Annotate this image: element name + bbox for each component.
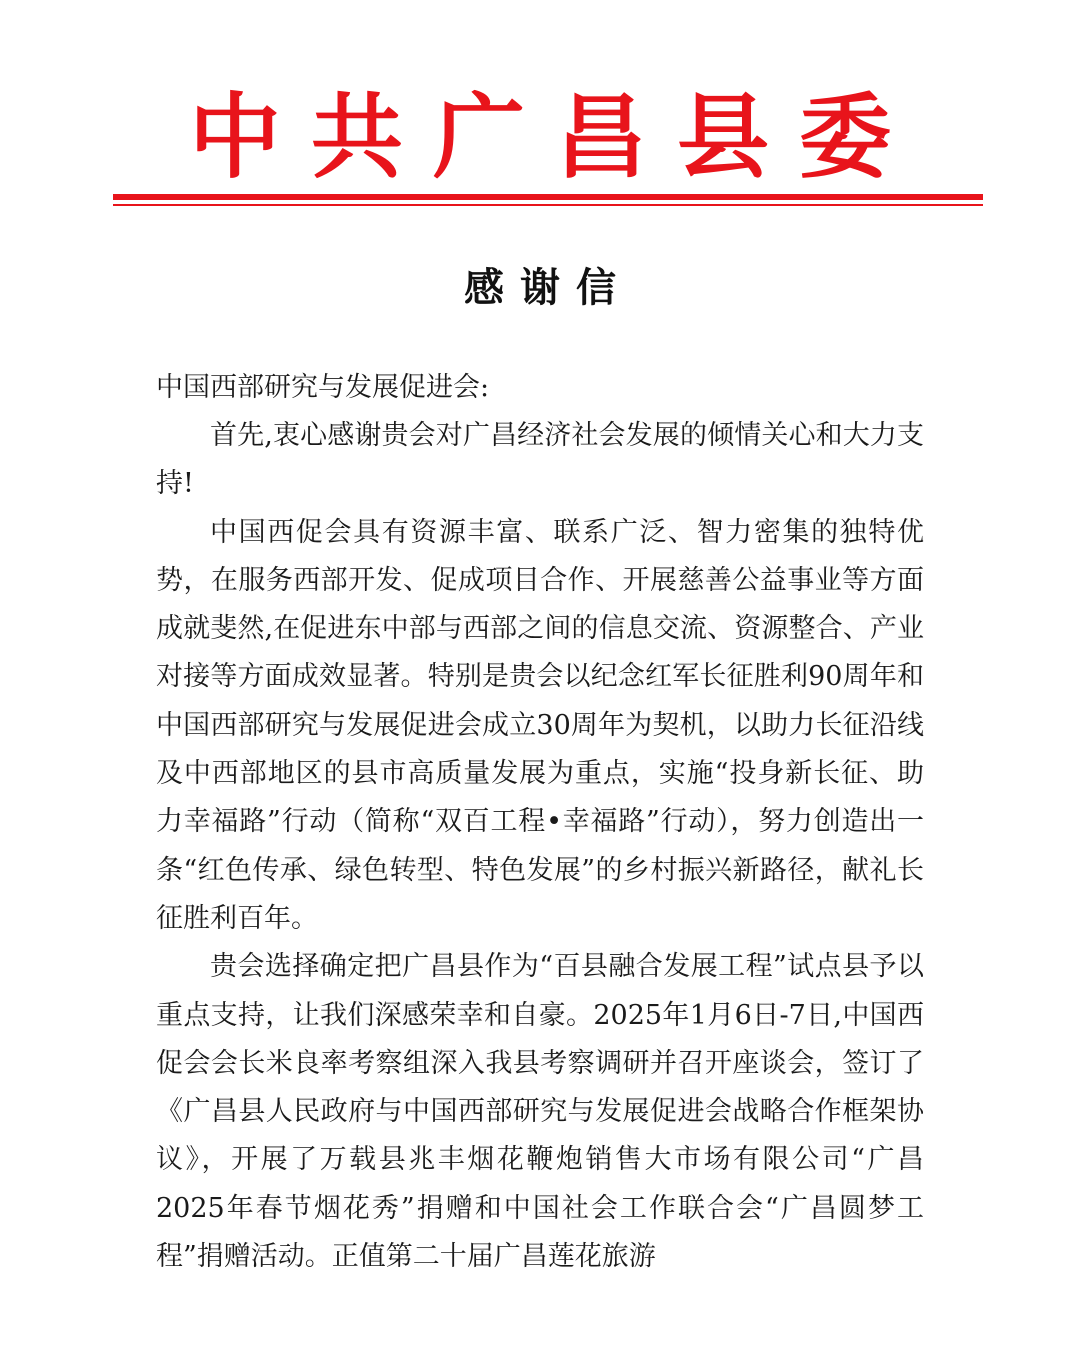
document-title: 感谢信: [464, 265, 632, 311]
letterhead-rule-thick: [113, 194, 983, 200]
letterhead-title: 中共广昌县委: [188, 84, 921, 191]
salutation: 中国西部研究与发展促进会:: [156, 372, 490, 403]
paragraph: 贵会选择确定把广昌县作为“百县融合发展工程”试点县予以重点支持，让我们深感荣幸和自豪。2025年1月6日-7日,中国西促会会长米良率考察组深入我县考察调研并召开座谈会，签订了《广昌县人民政府与中国西部研究与发展促进会战略合作框架协议》，开展了万载县兆丰烟花鞭炮销售大市场有限公司“广昌2025年春节烟花秀”捐赠和中国社会工作联合会“广昌圆梦工程”捐赠活动。正值第二十届广昌莲花旅游: [156, 951, 924, 1273]
paragraph: 中国西促会具有资源丰富、联系广泛、智力密集的独特优势，在服务西部开发、促成项目合作、开展慈善公益事业等方面成就斐然,在促进东中部与西部之间的信息交流、资源整合、产业对接等方面成效显著。特别是贵会以纪念红军长征胜利90周年和中国西部研究与发展促进会成立30周年为契机，以助力长征沿线及中西部地区的县市高质量发展为重点，实施“投身新长征、助力幸福路”行动（简称“双百工程•幸福路”行动），努力创造出一条“红色传承、绿色转型、特色发展”的乡村振兴新路径，献礼长征胜利百年。: [156, 516, 924, 934]
paragraph: 首先,衷心感谢贵会对广昌经济社会发展的倾情关心和大力支持!: [156, 420, 924, 500]
letterhead-rule-thin: [113, 204, 983, 206]
letter-body: [156, 412, 924, 1281]
